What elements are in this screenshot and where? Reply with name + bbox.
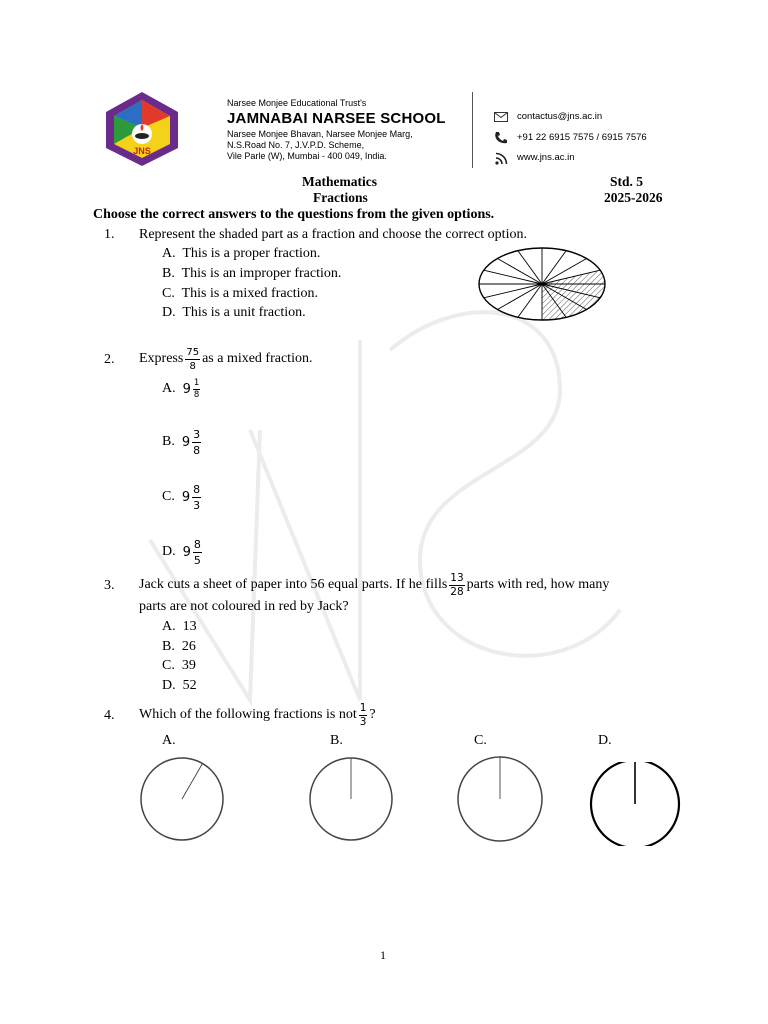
q2-option-a[interactable]: A. 9 $\frac{1}{8}$ (162, 377, 200, 400)
email-icon (494, 112, 508, 122)
q1-option-d[interactable]: D. This is a unit fraction. (162, 305, 306, 320)
school-logo (102, 90, 182, 168)
trust-name: Narsee Monjee Educational Trust's (227, 98, 367, 108)
q4-label-c[interactable]: C. (474, 733, 487, 748)
q3-option-d[interactable]: D. 52 (162, 678, 197, 693)
q1-text: Represent the shaded part as a fraction and choose the correct option. (139, 227, 527, 242)
subject-title: Mathematics (302, 174, 377, 189)
q3-option-b[interactable]: B. 26 (162, 639, 196, 654)
academic-year: 2025-2026 (604, 190, 663, 205)
page-number: 1 (380, 948, 386, 962)
q3-option-c[interactable]: C. 39 (162, 658, 196, 673)
q3-text-line1: Jack cuts a sheet of paper into 56 equal parts. If he fills $\frac{13}{28}$ parts with red, how many (139, 571, 610, 598)
phone-icon (494, 131, 508, 145)
q4-label-b[interactable]: B. (330, 733, 343, 748)
q3-number: 3. (104, 578, 115, 593)
standard-label: Std. 5 (610, 174, 644, 189)
q3-option-a[interactable]: A. 13 (162, 619, 197, 634)
q1-option-b[interactable]: B. This is an improper fraction. (162, 266, 342, 281)
address-line-1: Narsee Monjee Bhavan, Narsee Monjee Marg, (227, 129, 413, 139)
logo-text: JNS (133, 146, 151, 156)
q4-label-d[interactable]: D. (598, 733, 612, 748)
q2-number: 2. (104, 352, 115, 367)
school-header (96, 86, 676, 174)
q1-option-a[interactable]: A. This is a proper fraction. (162, 246, 321, 261)
sector-line (497, 284, 542, 309)
topic-title: Fractions (313, 190, 368, 205)
rss-icon (495, 152, 508, 165)
q1-option-c[interactable]: C. This is a mixed fraction. (162, 286, 319, 301)
q1-number: 1. (104, 227, 115, 242)
q4-option-b-circle[interactable] (305, 756, 397, 842)
instruction: Choose the correct answers to the questions from the given options. (93, 207, 495, 222)
q4-text: Which of the following fractions is not $\frac{1}{3}$ ? (139, 701, 376, 728)
q2-option-c[interactable]: C. 9 $\frac{8}{3}$ (162, 482, 201, 512)
q1-circle-diagram (476, 245, 608, 323)
header-divider (472, 92, 473, 168)
address-line-2: N.S.Road No. 7, J.V.P.D. Scheme, (227, 140, 365, 150)
pie-sector (182, 763, 203, 799)
phone-text[interactable]: +91 22 6915 7575 / 6915 7576 (517, 132, 647, 143)
website-text[interactable]: www.jns.ac.in (517, 152, 575, 163)
q4-option-a-circle[interactable] (136, 756, 228, 842)
q4-label-a[interactable]: A. (162, 733, 176, 748)
q4-number: 4. (104, 708, 115, 723)
address-line-3: Vile Parle (W), Mumbai - 400 049, India. (227, 151, 387, 161)
email-text[interactable]: contactus@jns.ac.in (517, 111, 603, 122)
q2-option-d[interactable]: D. 9 $\frac{8}{5}$ (162, 537, 201, 567)
sector-line (497, 259, 542, 284)
q3-text-line2: parts are not coloured in red by Jack? (139, 599, 349, 614)
q2-text: Express $\frac{75}{8}$ as a mixed fraction. (139, 346, 313, 372)
school-name: JAMNABAI NARSEE SCHOOL (227, 110, 446, 127)
q4-option-d-circle[interactable] (586, 762, 684, 846)
q2-fraction: $\frac{75}{8}$ (186, 346, 200, 372)
q2-option-b[interactable]: B. 9 $\frac{3}{8}$ (162, 427, 201, 457)
q4-option-c-circle[interactable] (453, 756, 547, 842)
